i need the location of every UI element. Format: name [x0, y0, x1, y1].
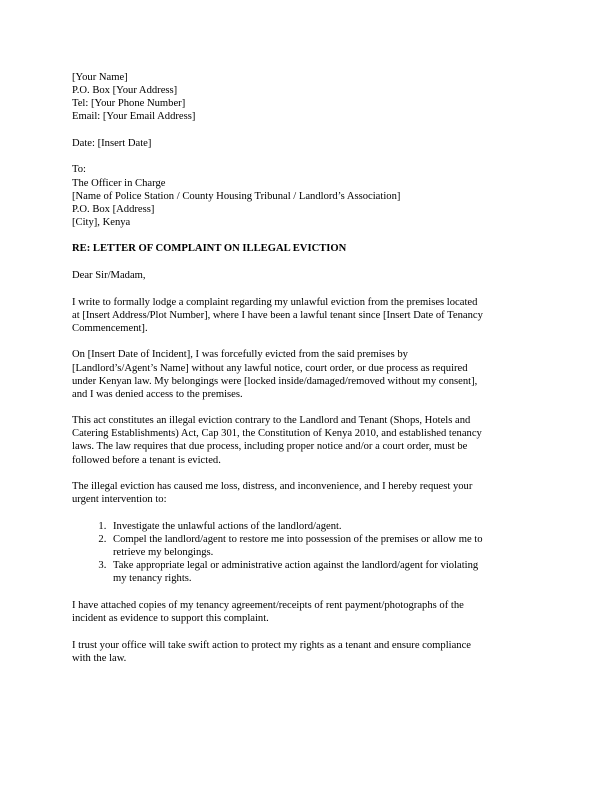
letter-date: Date: [Insert Date]: [72, 137, 152, 149]
paragraph-line: under Kenyan law. My belongings were [locked inside/damaged/removed without my consent],: [72, 375, 478, 387]
spacer: [72, 335, 542, 349]
paragraph-line: The illegal eviction has caused me loss, distress, and inconvenience, and I hereby request your: [72, 481, 473, 493]
sender-block: [72, 71, 542, 123]
paragraph-request-intro: [72, 480, 542, 506]
paragraph-incident: [72, 348, 542, 400]
sender-address: P.O. Box [Your Address]: [72, 85, 178, 97]
paragraph-complaint: [72, 296, 542, 335]
list-item-line: 1. Investigate the unlawful actions of the landlord/agent.: [113, 520, 342, 532]
subject-line: RE: LETTER OF COMPLAINT ON ILLEGAL EVICTION: [72, 243, 347, 255]
paragraph-line: I trust your office will take swift action to protect my rights as a tenant and ensure compliance: [72, 639, 472, 651]
paragraph-line: I have attached copies of my tenancy agreement/receipts of rent payment/photographs of the: [72, 599, 464, 611]
spacer: [72, 467, 542, 481]
sender-phone: Tel: [Your Phone Number]: [72, 98, 186, 110]
paragraph-line: [Landlord’s/Agent’s Name] without any lawful notice, court order, or due process as required: [72, 362, 468, 374]
recipient-block: [72, 163, 542, 228]
recipient-officer: The Officer in Charge: [72, 177, 166, 189]
paragraph-line: and I was denied access to the premises.: [72, 388, 243, 400]
paragraph-line: I write to formally lodge a complaint regarding my unlawful eviction from the premises located: [72, 296, 478, 308]
spacer: [72, 150, 542, 164]
paragraph-line: incident as evidence to support this complaint.: [72, 612, 269, 624]
recipient-address: P.O. Box [Address]: [72, 203, 155, 215]
letter-body: [72, 71, 542, 665]
spacer: [72, 123, 542, 137]
sender-email: Email: [Your Email Address]: [72, 111, 196, 123]
spacer: [72, 401, 542, 415]
list-item: [109, 533, 542, 559]
spacer: [72, 625, 542, 639]
list-item-line: retrieve my belongings.: [113, 547, 214, 559]
list-item: [109, 559, 542, 585]
paragraph-line: at [Insert Address/Plot Number], where I have been a lawful tenant since [Insert Date of Tenancy: [72, 309, 483, 321]
paragraph-line: laws. The law requires that due process, including proper notice and/or a court order, must be: [72, 441, 468, 453]
recipient-city: [City], Kenya: [72, 216, 131, 228]
paragraph-legal-basis: [72, 414, 542, 466]
paragraph-line: On [Insert Date of Incident], I was forcefully evicted from the said premises by: [72, 349, 408, 361]
list-item-line: 2. Compel the landlord/agent to restore me into possession of the premises or allow me to: [113, 533, 483, 545]
spacer: [72, 506, 542, 520]
salutation: Dear Sir/Madam,: [72, 270, 146, 282]
paragraph-line: with the law.: [72, 652, 127, 664]
spacer: [72, 585, 542, 599]
paragraph-line: This act constitutes an illegal eviction contrary to the Landlord and Tenant (Shops, Hotels and: [72, 415, 471, 427]
recipient-organization: [Name of Police Station / County Housing Tribunal / Landlord’s Association]: [72, 190, 401, 202]
list-item: [109, 520, 542, 533]
spacer: [72, 229, 542, 243]
paragraph-line: followed before a tenant is evicted.: [72, 454, 221, 466]
paragraph-attachments: [72, 599, 542, 625]
paragraph-line: Catering Establishments) Act, Cap 301, the Constitution of Kenya 2010, and established tenancy: [72, 428, 482, 440]
list-item-line: my tenancy rights.: [113, 573, 192, 585]
recipient-to: To:: [72, 164, 86, 176]
paragraph-line: urgent intervention to:: [72, 494, 167, 506]
request-list: [72, 520, 542, 585]
paragraph-line: Commencement].: [72, 322, 148, 334]
spacer: [72, 256, 542, 270]
paragraph-closing: [72, 639, 542, 665]
sender-name: [Your Name]: [72, 72, 128, 83]
spacer: [72, 282, 542, 296]
list-item-line: 3. Take appropriate legal or administrative action against the landlord/agent for violating: [113, 560, 479, 572]
